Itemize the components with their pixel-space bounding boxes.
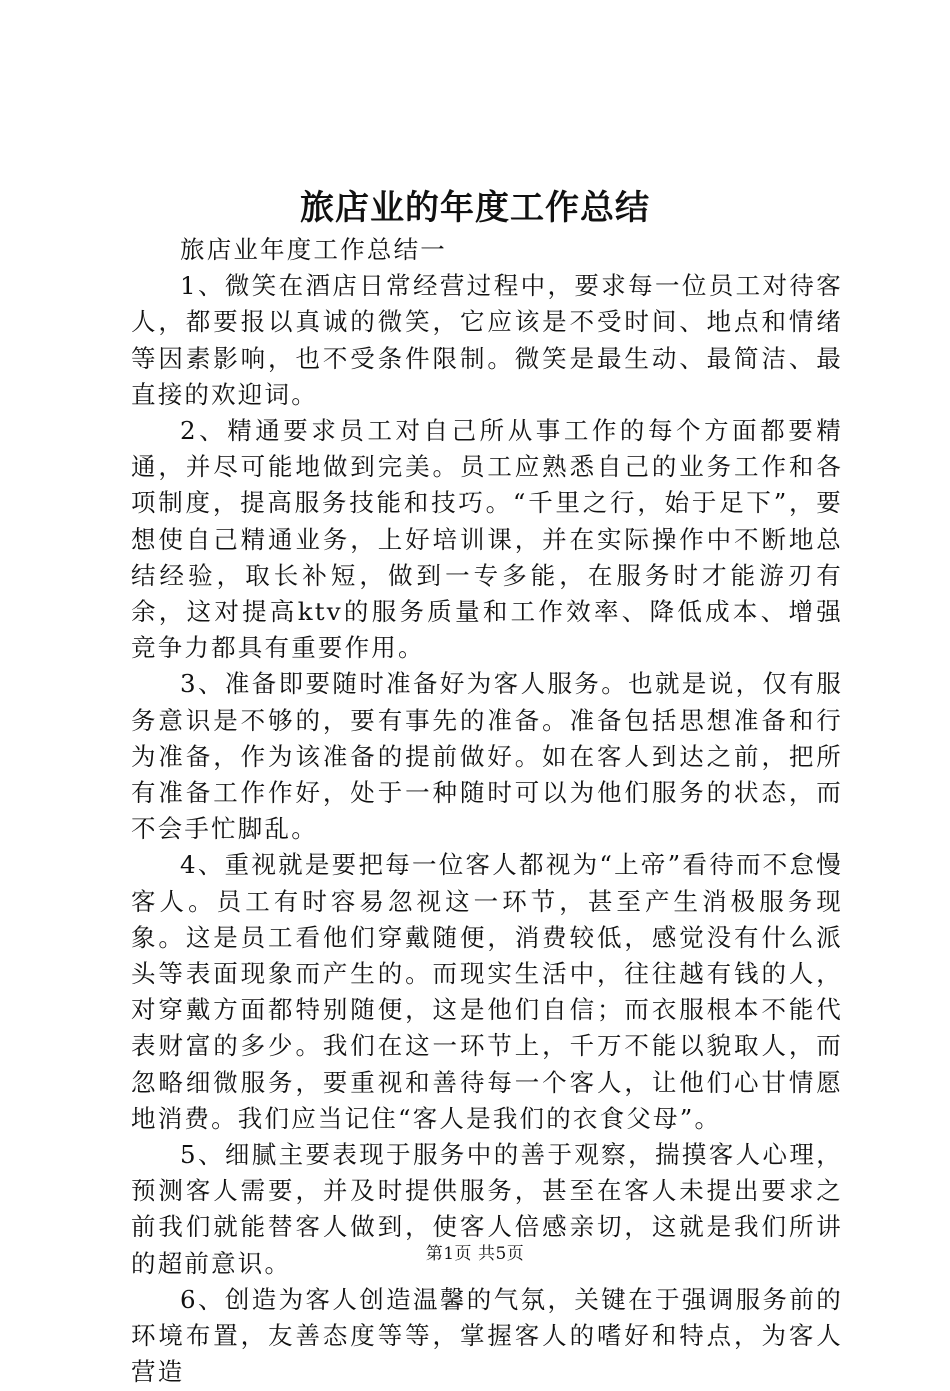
page-number-footer: 第1页 共5页: [425, 1244, 525, 1264]
paragraph-proficiency: 2、精通要求员工对自己所从事工作的每个方面都要精通，并尽可能地做到完美。员工应熟悉自己的业务工作和各项制度，提高服务技能和技巧。“千里之行，始于足下”，要想使自己精通业务，上好培训课，并在实际操作中不断地总结经验，取长补短，做到一专多能，在服务时才能游刃有余，这对提高ktv的服务质量和工作效率、降低成本、增强竞争力都具有重要作用。: [131, 416, 843, 663]
paragraph-smile: 1、微笑在酒店日常经营过程中，要求每一位员工对待客人，都要报以真诚的微笑，它应该是不受时间、地点和情绪等因素影响，也不受条件限制。微笑是最生动、最简洁、最直接的欢迎词。: [131, 271, 843, 409]
document-title: 旅店业的年度工作总结: [300, 188, 650, 228]
paragraph-preparation: 3、准备即要随时准备好为客人服务。也就是说，仅有服务意识是不够的，要有事先的准备。准备包括思想准备和行为准备，作为该准备的提前做好。如在客人到达之前，把所有准备工作作好，处于一种随时可以为他们服务的状态，而不会手忙脚乱。: [131, 669, 843, 844]
section-heading: 旅店业年度工作总结一: [180, 235, 447, 264]
paragraph-detail: 5、细腻主要表现于服务中的善于观察，揣摸客人心理，预测客人需要，并及时提供服务，甚至在客人未提出要求之前我们就能替客人做到，使客人倍感亲切，这就是我们所讲的超前意识。: [131, 1140, 843, 1278]
paragraph-attention: 4、重视就是要把每一位客人都视为“上帝”看待而不怠慢客人。员工有时容易忽视这一环节，甚至产生消极服务现象。这是员工看他们穿戴随便，消费较低，感觉没有什么派头等表面现象而产生的。而现实生活中，往往越有钱的人，对穿戴方面都特别随便，这是他们自信；而衣服根本不能代表财富的多少。我们在这一环节上，千万不能以貌取人，而忽略细微服务，要重视和善待每一个客人，让他们心甘情愿地消费。我们应当记住“客人是我们的衣食父母”。: [131, 850, 843, 1133]
document-body: [131, 232, 843, 1391]
paragraph-creation: 6、创造为客人创造温馨的气氛，关键在于强调服务前的环境布置，友善态度等等，掌握客人的嗜好和特点，为客人营造: [131, 1284, 843, 1387]
